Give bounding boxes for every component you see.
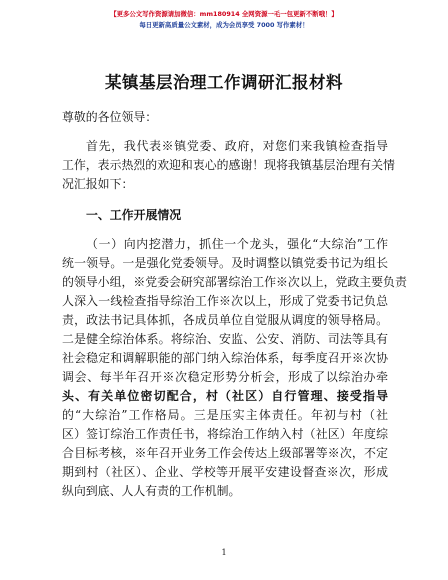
paragraph-line: 统一领导。一是强化党委领导。及时调整以镇党委书记为组长 [62,256,388,270]
paragraph-line-bold: 头、有关单位密切配合，村（社区）自行管理、接受指导 [62,389,388,403]
paragraph-line: 合目标考核，※年召开业务工作会传达上级部署等※次，不定 [62,446,388,460]
paragraph-line: （一）向内挖潜力，抓住一个龙头，强化“大综治”工作 [86,237,388,251]
paragraph-line: 的“大综治”工作格局。三是压实主体责任。年初与村（社 [62,408,388,422]
paragraph-line: 责，政法书记具体抓，各成员单位自觉服从调度的领导格局。 [62,313,388,327]
paragraph-line: 况汇报如下： [62,177,134,191]
paragraph-line: 首先，我代表※镇党委、政府，对您们来我镇检查指导 [86,139,388,153]
paragraph-line: 纵向到底、人人有责的工作机制。 [62,484,241,498]
paragraph-line: 人深入一线检查指导综治工作※次以上，形成了党委书记负总 [62,294,388,308]
salutation: 尊敬的各位领导： [62,110,158,124]
paragraph-line: 区）签订综治工作责任书，将综治工作纳入村（社区）年度综 [62,427,388,441]
section-heading: 一、工作开展情况 [86,208,182,222]
paragraph-line: 的领导小组，※党委会研究部署综治工作※次以上，党政主要负责 [62,275,407,289]
promo-banner-line-1: 【更多公文写作资源请加微信：mm180914 全网资源一毛一包更新不断哦！】 [110,10,338,18]
promo-banner-line-2: 每日更新高质量公文素材，成为会员享受 7000 写作素材！ [139,21,309,29]
page-number: 1 [221,548,227,557]
paragraph-line: 调会、每半年召开※次稳定形势分析会，形成了以综治办牵 [62,370,388,384]
paragraph-line: 二是健全综治体系。将综治、安监、公安、消防、司法等具有 [62,332,388,346]
paragraph-line: 期到村（社区）、企业、学校等开展平安建设督查※次，形成 [62,465,388,479]
document-title: 某镇基层治理工作调研汇报材料 [105,73,343,92]
paragraph-line: 社会稳定和调解职能的部门纳入综治体系，每季度召开※次协 [62,351,388,365]
paragraph-line: 工作，表示热烈的欢迎和衷心的感谢！现将我镇基层治理有关情 [62,158,395,172]
